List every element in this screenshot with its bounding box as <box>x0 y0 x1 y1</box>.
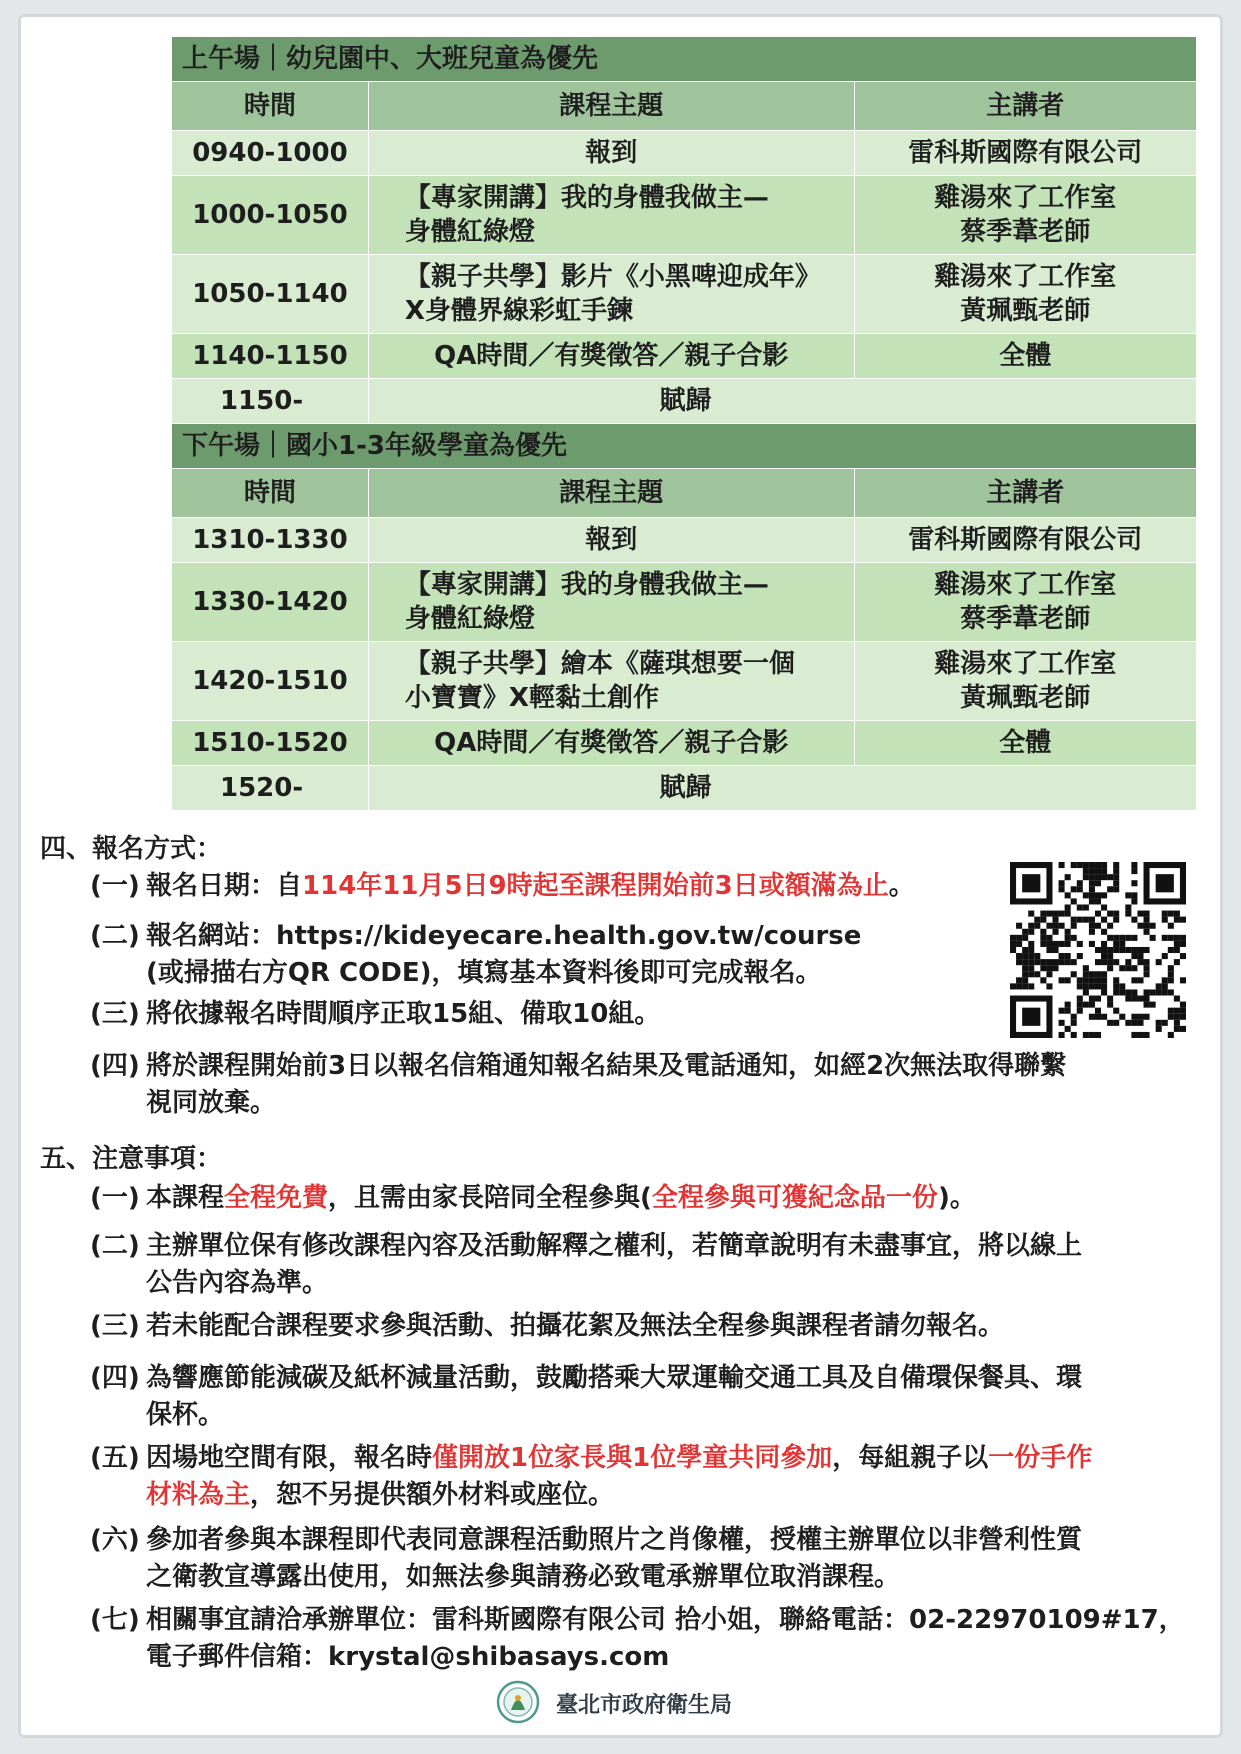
cell-line: 雞湯來了工作室 <box>934 649 1117 679</box>
column-header: 課程主題 <box>368 82 854 131</box>
cell-line: 【專家開講】我的身體我做主— <box>404 183 769 213</box>
item-line <box>90 1085 1200 1122</box>
cell-line: QA時間／有獎徵答／親子合影 <box>434 341 789 371</box>
session-title-row <box>172 424 1197 469</box>
speaker-cell <box>854 563 1196 642</box>
item-text: 報名日期：自 <box>146 871 303 901</box>
end-row <box>172 766 1197 811</box>
item-line <box>90 1639 1200 1676</box>
item-text: 保杯。 <box>146 1400 225 1430</box>
topic-cell <box>368 131 854 176</box>
item-line <box>90 1559 1200 1596</box>
item-number: (三) <box>90 1311 140 1341</box>
time-cell: 1420-1510 <box>172 642 369 721</box>
column-header: 時間 <box>172 469 369 518</box>
item-line <box>90 1228 1200 1265</box>
table-row <box>172 642 1197 721</box>
end-row <box>172 379 1197 424</box>
item-line <box>90 1602 1200 1639</box>
item-text: 因場地空間有限，報名時 <box>146 1443 433 1473</box>
item-text: 本課程 <box>146 1183 225 1213</box>
cell-line: 蔡季葦老師 <box>960 217 1091 247</box>
session-title: 上午場｜幼兒園中、大班兒童為優先 <box>172 37 1197 82</box>
item-number: (三) <box>90 999 140 1029</box>
time-cell: 1140-1150 <box>172 334 369 379</box>
notes-item <box>90 1228 1200 1302</box>
time-cell: 1510-1520 <box>172 721 369 766</box>
contact-text[interactable]: 報名網站：https://kideyecare.health.gov.tw/course <box>146 921 862 951</box>
time-cell: 0940-1000 <box>172 131 369 176</box>
registration-item <box>90 1048 1200 1122</box>
header-row <box>172 469 1197 518</box>
end-time: 1150- <box>172 379 369 424</box>
item-line <box>90 1180 1200 1217</box>
highlight-text: 材料為主 <box>146 1480 251 1510</box>
notes-item <box>90 1180 1200 1217</box>
cell-line: X身體界線彩虹手鍊 <box>404 296 633 326</box>
table-row <box>172 518 1197 563</box>
item-text: ，恕不另提供額外材料或座位。 <box>250 1480 615 1510</box>
notes-item <box>90 1360 1200 1434</box>
table-row <box>172 721 1197 766</box>
item-line <box>90 1477 1200 1514</box>
item-line <box>90 1360 1200 1397</box>
item-text: 參加者參與本課程即代表同意課程活動照片之肖像權，授權主辦單位以非營利性質 <box>146 1525 1083 1555</box>
cell-line: 全體 <box>999 728 1052 758</box>
item-number: (一) <box>90 871 140 901</box>
item-text: 相關事宜請洽承辦單位：雷科斯國際有限公司 拾小姐，聯絡電話：02-22970109#17， <box>146 1605 1185 1635</box>
speaker-cell <box>854 131 1196 176</box>
column-header: 主講者 <box>854 82 1196 131</box>
notes-item <box>90 1522 1200 1596</box>
header-row <box>172 82 1197 131</box>
item-text: 若未能配合課程要求參與活動、拍攝花絮及無法全程參與課程者請勿報名。 <box>146 1311 1005 1341</box>
column-header: 主講者 <box>854 469 1196 518</box>
schedule-table <box>171 36 1197 811</box>
cell-line: 雞湯來了工作室 <box>934 183 1117 213</box>
item-text: 將依據報名時間順序正取15組、備取10組。 <box>146 999 661 1029</box>
cell-line: 全體 <box>999 341 1052 371</box>
speaker-cell <box>854 176 1196 255</box>
table-row <box>172 255 1197 334</box>
time-cell: 1330-1420 <box>172 563 369 642</box>
speaker-cell <box>854 518 1196 563</box>
item-text: 之衛教宣導露出使用，如無法參與請務必致電承辦單位取消課程。 <box>146 1562 901 1592</box>
cell-line: 黃珮甄老師 <box>960 683 1091 713</box>
item-number: (二) <box>90 1231 140 1261</box>
item-line <box>90 1265 1200 1302</box>
speaker-cell <box>854 334 1196 379</box>
topic-cell <box>368 518 854 563</box>
notes-heading: 五、注意事項： <box>40 1144 223 1174</box>
speaker-cell <box>854 255 1196 334</box>
item-text: ，每組親子以 <box>832 1443 989 1473</box>
column-header: 時間 <box>172 82 369 131</box>
highlight-text: 一份手作 <box>988 1443 1093 1473</box>
item-text: 將於課程開始前3日以報名信箱通知報名結果及電話通知，如經2次無法取得聯繫 <box>146 1051 1067 1081</box>
cell-line: 【專家開講】我的身體我做主— <box>404 570 769 600</box>
item-number: (四) <box>90 1363 140 1393</box>
cell-line: 小寶寶》X輕黏土創作 <box>404 683 659 713</box>
item-line <box>90 1522 1200 1559</box>
table-row <box>172 176 1197 255</box>
speaker-cell <box>854 721 1196 766</box>
cell-line: 身體紅綠燈 <box>404 604 535 634</box>
cell-line: 【親子共學】繪本《薩琪想要一個 <box>404 649 795 679</box>
cell-line: 雞湯來了工作室 <box>934 570 1117 600</box>
item-number: (二) <box>90 921 140 951</box>
topic-cell <box>368 563 854 642</box>
cell-line: 報到 <box>585 138 638 168</box>
end-time: 1520- <box>172 766 369 811</box>
qr-code-icon[interactable] <box>1010 862 1186 1038</box>
cell-line: 雞湯來了工作室 <box>934 262 1117 292</box>
item-line <box>90 1048 1200 1085</box>
end-label: 賦歸 <box>368 766 1196 811</box>
health-bureau-logo-icon <box>496 1680 540 1724</box>
cell-line: 雷科斯國際有限公司 <box>908 138 1143 168</box>
notes-item <box>90 1602 1200 1676</box>
time-cell: 1310-1330 <box>172 518 369 563</box>
item-text: 主辦單位保有修改課程內容及活動解釋之權利，若簡章說明有未盡事宜，將以線上 <box>146 1231 1083 1261</box>
footer-org: 臺北市政府衛生局 <box>556 1693 733 1718</box>
cell-line: 蔡季葦老師 <box>960 604 1091 634</box>
table-row <box>172 334 1197 379</box>
item-text: 。 <box>888 871 915 901</box>
cell-line: 雷科斯國際有限公司 <box>908 525 1143 555</box>
topic-cell <box>368 721 854 766</box>
item-line <box>90 1397 1200 1434</box>
highlight-text: 全程免費 <box>224 1183 329 1213</box>
item-line <box>90 1440 1200 1477</box>
item-text: (或掃描右方QR CODE)，填寫基本資料後即可完成報名。 <box>146 958 822 988</box>
time-cell: 1050-1140 <box>172 255 369 334</box>
item-text: )。 <box>937 1183 976 1213</box>
item-text: 為響應節能減碳及紙杯減量活動，鼓勵搭乘大眾運輸交通工具及自備環保餐具、環 <box>146 1363 1083 1393</box>
topic-cell <box>368 642 854 721</box>
item-line <box>90 1308 1200 1345</box>
highlight-text: 114年11月5日9時起至課程開始前3日或額滿為止 <box>302 871 889 901</box>
table-row <box>172 563 1197 642</box>
topic-cell <box>368 176 854 255</box>
item-text: ，且需由家長陪同全程參與( <box>328 1183 652 1213</box>
contact-text[interactable]: 電子郵件信箱：krystal@shibasays.com <box>146 1642 670 1672</box>
item-number: (五) <box>90 1443 140 1473</box>
highlight-text: 全程參與可獲紀念品一份 <box>651 1183 938 1213</box>
cell-line: 【親子共學】影片《小黑啤迎成年》 <box>404 262 821 292</box>
item-text: 視同放棄。 <box>146 1088 277 1118</box>
time-cell: 1000-1050 <box>172 176 369 255</box>
session-title: 下午場｜國小1-3年級學童為優先 <box>172 424 1197 469</box>
topic-cell <box>368 334 854 379</box>
cell-line: QA時間／有獎徵答／親子合影 <box>434 728 789 758</box>
column-header: 課程主題 <box>368 469 854 518</box>
session-title-row <box>172 37 1197 82</box>
notes-item <box>90 1440 1200 1514</box>
item-number: (一) <box>90 1183 140 1213</box>
item-text: 公告內容為準。 <box>146 1268 329 1298</box>
table-row <box>172 131 1197 176</box>
item-number: (四) <box>90 1051 140 1081</box>
item-number: (六) <box>90 1525 140 1555</box>
cell-line: 黃珮甄老師 <box>960 296 1091 326</box>
cell-line: 身體紅綠燈 <box>404 217 535 247</box>
cell-line: 報到 <box>585 525 638 555</box>
speaker-cell <box>854 642 1196 721</box>
notes-item <box>90 1308 1200 1345</box>
item-number: (七) <box>90 1605 140 1635</box>
highlight-text: 僅開放1位家長與1位學童共同參加 <box>432 1443 833 1473</box>
end-label: 賦歸 <box>368 379 1196 424</box>
topic-cell <box>368 255 854 334</box>
registration-heading: 四、報名方式： <box>40 834 223 864</box>
